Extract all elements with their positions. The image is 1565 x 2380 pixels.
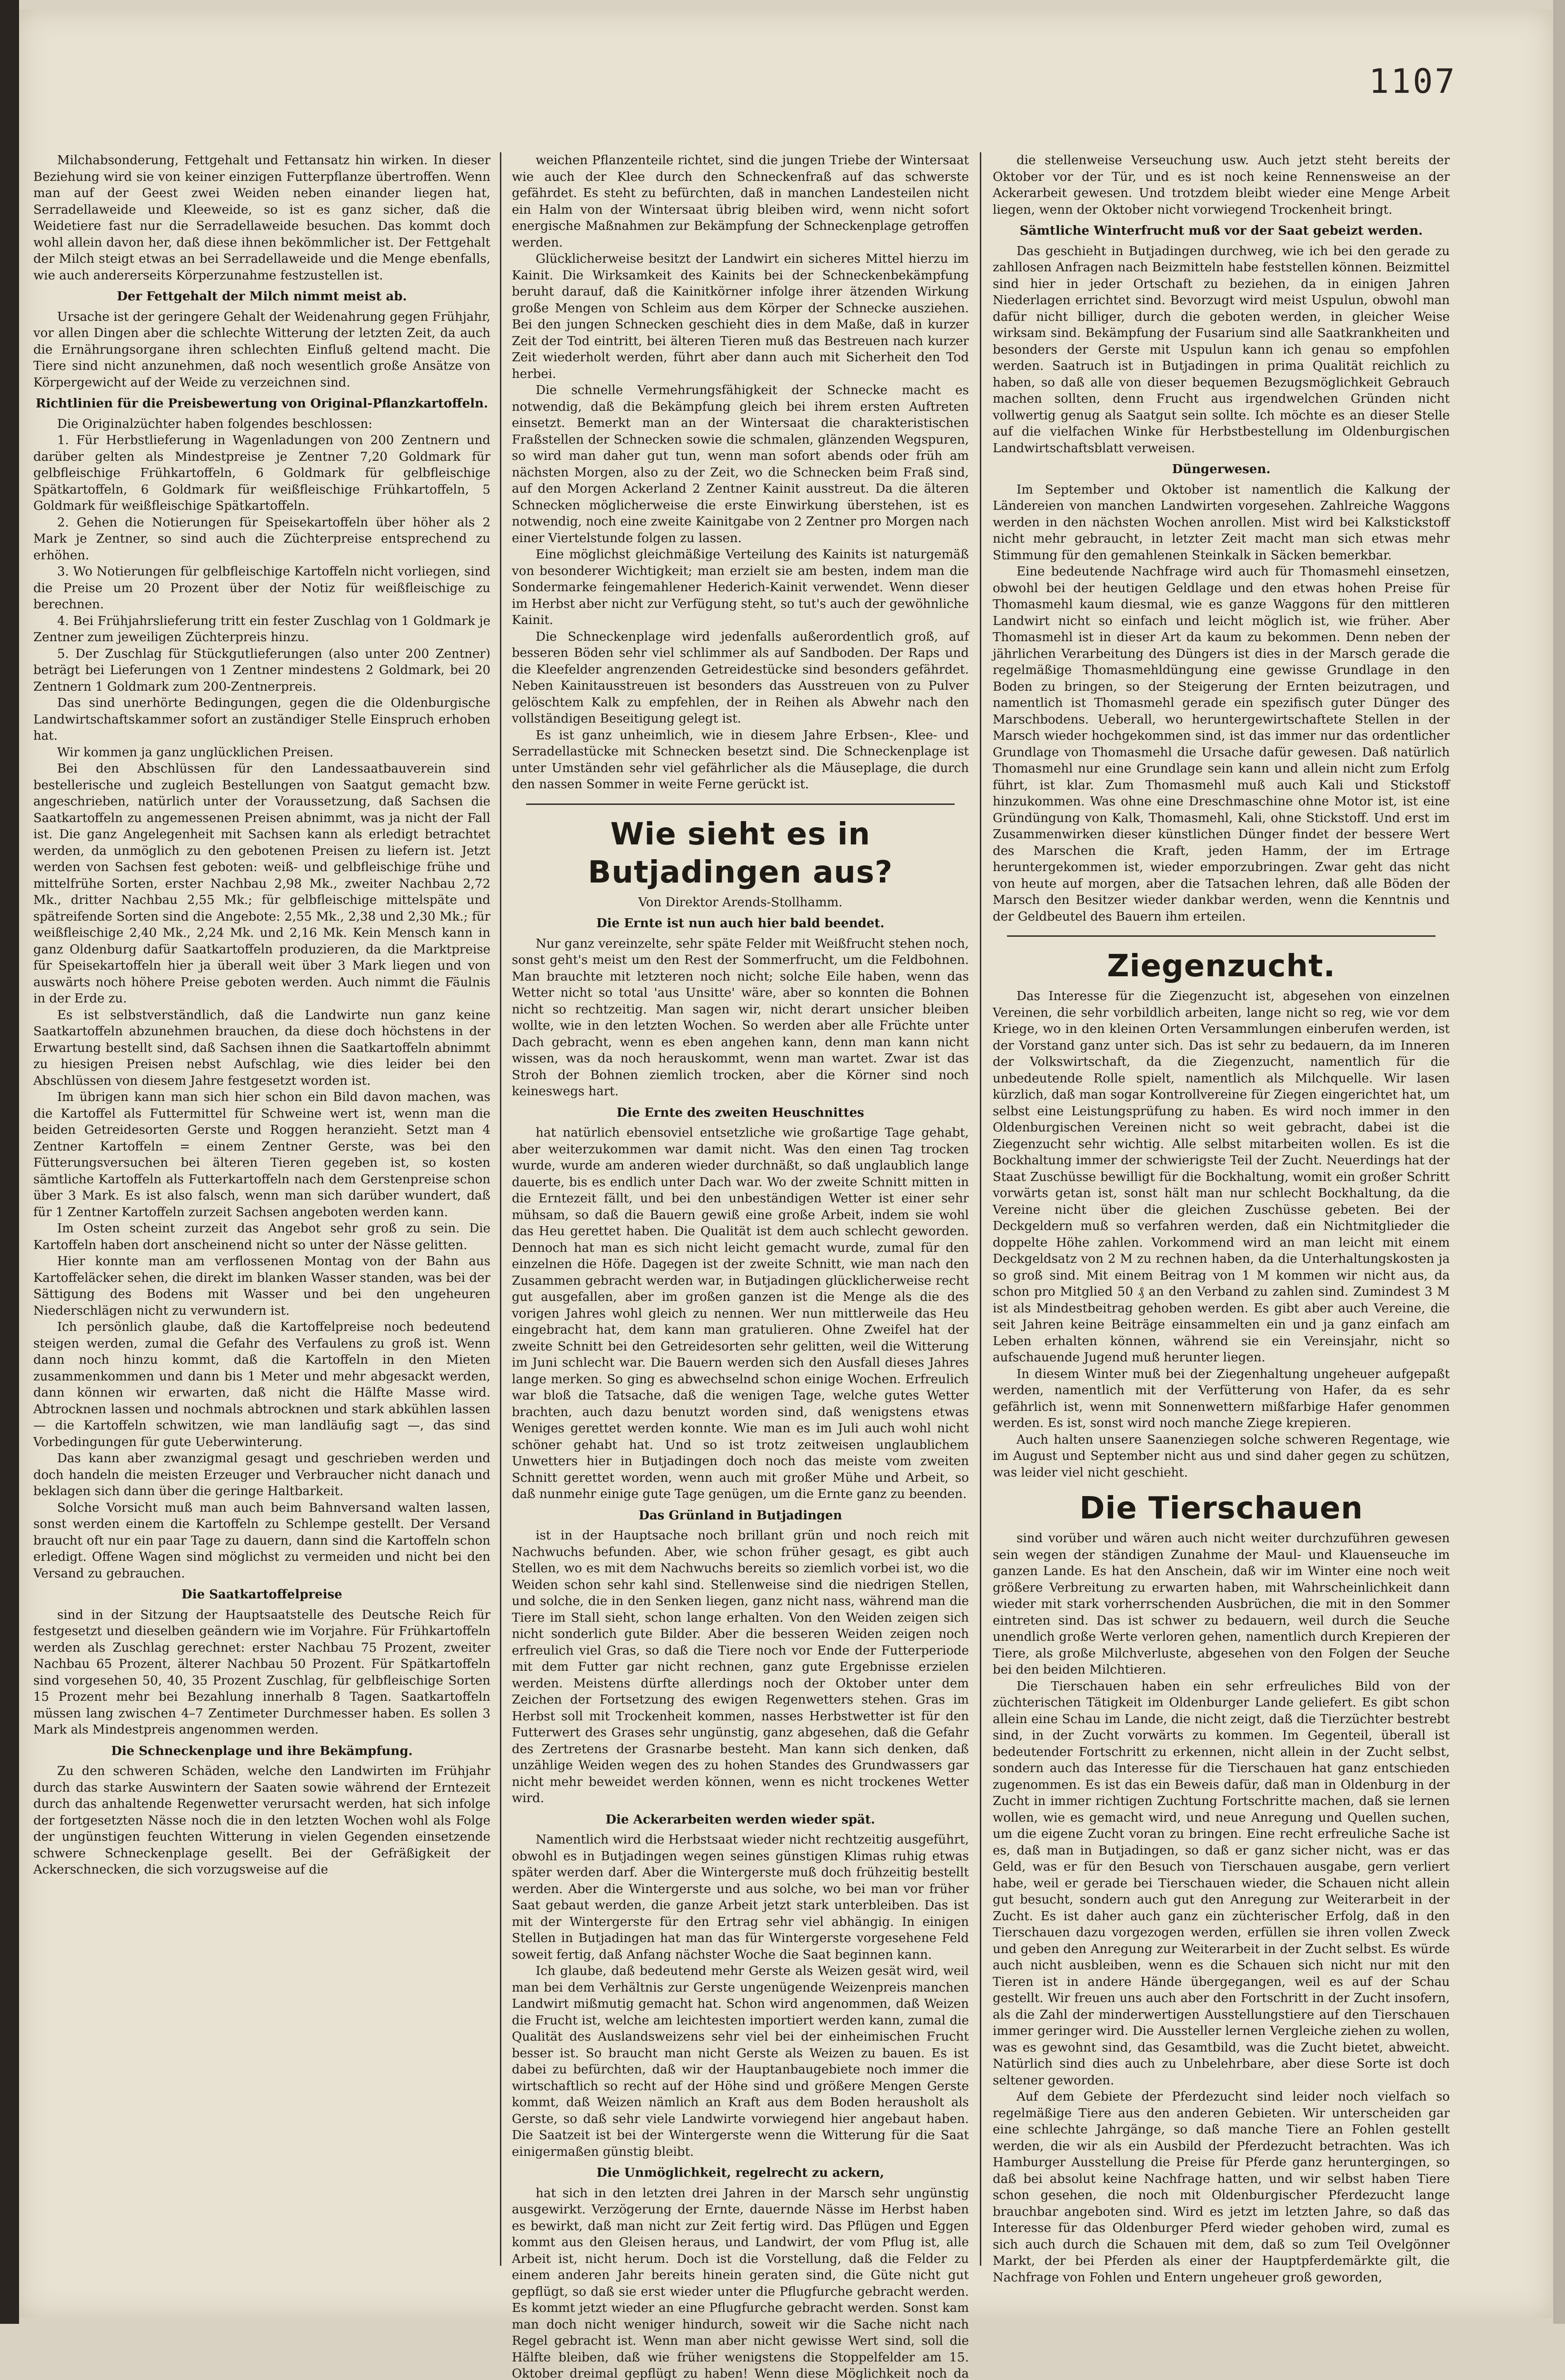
subheading: Sämtliche Winterfrucht muß vor der Saat gebeizt werden. bbox=[993, 223, 1450, 239]
paragraph: 5. Der Zuschlag für Stückgutlieferungen (also unter 200 Zentner) beträgt bei Lieferungen von 1 Zentner mindestens 2 Goldmark, bei 20 Zentnern 1 Goldmark zum 200-Zentnerpreis. bbox=[33, 646, 490, 695]
byline: Von Direktor Arends-Stollhamm. bbox=[512, 894, 969, 911]
paragraph: Zu den schweren Schäden, welche den Landwirten im Frühjahr durch das starke Auswintern der Saaten sowie während der Erntezeit durch das anhaltende Regenwetter verursacht werden, hat sich infolge der fortgesetzten Nässe noch die in den letzten Wochen wohl als Folge der ungünstigen feuchten Witterung in vielen Gegenden einsetzende schwere Schneckenplage gesellt. Bei der Gefräßigkeit der Ackerschnecken, die sich vorzugsweise auf die bbox=[33, 1763, 490, 1878]
paragraph: ist in der Hauptsache noch brillant grün und noch reich mit Nachwuchs befunden. Aber, wie schon früher gesagt, es gibt auch Stellen, wo es mit dem Nachwuchs bereits so ziemlich vorbei ist, wo die Weiden schon sehr kahl sind. Stellenweise sind die niedrigen Stellen, und solche, die in den Senken liegen, ganz nicht nass, während man die Tiere im Stall sieht, schon lange erhalten. Von den Weiden zeigen sich nicht sonderlich gute Bilder. Aber die besseren Weiden zeigen noch erfreulich viel Gras, so daß die Tiere noch vor Ende der Futterperiode mit dem Futter gar nicht rechnen, ganz gute Ergebnisse erzielen werden. Meistens dürfte allerdings noch der Oktober unter dem Zeichen der Fortsetzung des ewigen Regenwetters stehen. Gras im Herbst soll mit Trockenheit kommen, nasses Herbstwetter ist für den Futterwert des Grases sehr ungünstig, ganz abgesehen, daß die Gefahr des Zertretens der Grasnarbe besteht. Man kann sich denken, daß unzählige Weiden wegen des zu hohen Standes des Grundwassers gar nicht mehr beweidet werden können, wenn es nicht trockenes Wetter wird. bbox=[512, 1527, 969, 1807]
paragraph: Namentlich wird die Herbstsaat wieder nicht rechtzeitig ausgeführt, obwohl es in Butjadingen wegen seines günstigen Klimas ruhig etwas später werden darf. Aber die Wintergerste muß doch frühzeitig bestellt werden. Aber die Wintergerste und aus solche, wo bei man vor früher Saat gebaut werden, die ganze Arbeit jetzt stark unterbleiben. Das ist mit der Wintergerste für den Ertrag sehr viel abhängig. In einigen Stellen in Butjadingen hat man das für Wintergerste vorgesehene Feld soweit fertig, daß Anfang nächster Woche die Saat beginnen kann. bbox=[512, 1832, 969, 1963]
paragraph: Im übrigen kann man sich hier schon ein Bild davon machen, was die Kartoffel als Futtermittel für Schweine wert ist, wenn man die beiden Getreidesorten Gerste und Roggen heranzieht. Setzt man 4 Zentner Kartoffeln = einem Zentner Gerste, was bei den Fütterungsversuchen bei älteren Tieren gegeben ist, so kosten sämtliche Kartoffeln als Futterkartoffeln nach dem Gerstenpreise schon über 3 Mark. Es ist also falsch, wenn man sich darüber wundert, daß für 1 Zentner Kartoffeln zurzeit Sachsen angeboten werden kann. bbox=[33, 1089, 490, 1220]
subheading: Die Ernte ist nun auch hier bald beendet. bbox=[512, 915, 969, 932]
column-rule-2 bbox=[980, 152, 981, 2266]
paragraph: 1. Für Herbstlieferung in Wagenladungen von 200 Zentnern und darüber gelten als Mindestpreise je Zentner 7,20 Goldmark für gelbfleischige Frühkartoffeln, 6 Goldmark für gelbfleischige Spätkartoffeln, 6 Goldmark für weißfleischige Frühkartoffeln, 5 Goldmark für weißfleischige Spätkartoffeln. bbox=[33, 432, 490, 515]
paragraph: Das sind unerhörte Bedingungen, gegen die die Oldenburgische Landwirtschaftskammer sofort an zuständiger Stelle Einspruch erhoben hat. bbox=[33, 695, 490, 744]
subheading: Das Grünland in Butjadingen bbox=[512, 1507, 969, 1524]
column-2 bbox=[512, 152, 969, 2266]
paragraph: hat sich in den letzten drei Jahren in der Marsch sehr ungünstig ausgewirkt. Verzögerung der Ernte, dauernde Nässe im Herbst haben es bewirkt, daß man nicht zur Zeit fertig wird. Das Pflügen und Eggen kommt aus den Gleisen heraus, und Landwirt, der vom Pflug ist, alle Arbeit ist, nicht herum. Doch ist die Vorstellung, daß die Felder zu einem anderen Jahr bereits hinein geraten sind, die Güte nicht gut gepflügt, so daß sie erst wieder unter die Pflugfurche gebracht werden. Es kommt jetzt wieder an eine Pflugfurche gebracht werden. Sonst kam man doch nicht weniger hindurch, soweit wir die Sache nicht nach Regel gebracht ist. Wenn man aber nicht gewisse Wert sind, soll die Hälfte bleiben, daß wie früher wenigstens die Stoppelfelder am 15. Oktober dreimal gepflügt zu haben! Wenn diese Möglichkeit noch da bbox=[512, 2185, 969, 2380]
paragraph: Das kann aber zwanzigmal gesagt und geschrieben werden und doch handeln die meisten Erzeuger und Verbraucher nicht danach und beklagen sich dann über die geringe Haltbarkeit. bbox=[33, 1450, 490, 1500]
paragraph: 2. Gehen die Notierungen für Speisekartoffeln über höher als 2 Mark je Zentner, so sind auch die Züchterpreise entsprechend zu erhöhen. bbox=[33, 515, 490, 564]
paragraph: Bei den Abschlüssen für den Landessaatbauverein sind bestellerische und zugleich Bestellungen von Saatgut gemacht bzw. angeschrieben, natürlich unter der Voraussetzung, daß Sachsen die Saatkartoffeln zu angemessenen Preisen abnimmt, was ja nicht der Fall ist. Die ganz Angelegenheit mit Sachsen kann als erledigt betrachtet werden, da unmöglich zu den gebotenen Preisen zu liefern ist. Jetzt werden von Sachsen fest geboten: weiß- und gelbfleischige frühe und mittelfrühe Sorten, erster Nachbau 2,98 Mk., zweiter Nachbau 2,72 Mk., dritter Nachbau 2,55 Mk.; für gelbfleischige mittelspäte und spätreifende Sorten sind die Angebote: 2,55 Mk., 2,38 und 2,30 Mk.; für weißfleischige 2,40 Mk., 2,24 Mk. und 2,16 Mk. Kein Mensch kann in ganz Oldenburg dafür Saatkartoffeln produzieren, da die Marktpreise für Speisekartoffeln hier ja überall weit über 3 Mark liegen und von auswärts noch höhere Preise geboten werden. Auch nimmt die Fäulnis in der Erde zu. bbox=[33, 761, 490, 1007]
subheading: Richtlinien für die Preisbewertung von Original-Pflanzkartoffeln. bbox=[33, 396, 490, 412]
paragraph: Glücklicherweise besitzt der Landwirt ein sicheres Mittel hierzu im Kainit. Die Wirksamkeit des Kainits bei der Schneckenbekämpfung beruht darauf, daß die Kainitkörner infolge ihrer ätzenden Wirkung große Mengen von Schleim aus dem Körper der Schnecke ausziehen. Bei den jungen Schnecken geschieht dies in dem Maße, daß in kurzer Zeit der Tod eintritt, bei älteren Tieren muß das Bestreuen nach kurzer Zeit wiederholt werden, führt aber dann auch mit Sicherheit den Tod herbei. bbox=[512, 251, 969, 382]
paragraph: Ich persönlich glaube, daß die Kartoffelpreise noch bedeutend steigen werden, zumal die Gefahr des Verfaulens zu groß ist. Wenn dann noch hinzu kommt, daß die Kartoffeln in den Mieten zusammenkommen und dann bis 1 Meter und mehr abgesackt werden, dann können wir erwarten, daß nicht die Hälfte Masse wird. Abtrocknen lassen und nochmals abtrocknen und stark abkühlen lassen — die Kartoffeln schwitzen, wie man landläufig sagt —, das sind Vorbedingungen für gute Ueberwinterung. bbox=[33, 1319, 490, 1450]
paragraph: weichen Pflanzenteile richtet, sind die jungen Triebe der Wintersaat wie auch der Klee durch den Schneckenfraß auf das schwerste gefährdet. Es steht zu befürchten, daß in manchen Landesteilen nicht ein Halm von der Wintersaat übrig bleiben wird, wenn nicht sofort energische Maßnahmen zur Bekämpfung der Schneckenplage getroffen werden. bbox=[512, 152, 969, 251]
article-headline: Die Tierschauen bbox=[993, 1489, 1450, 1527]
paragraph: Es ist selbstverständlich, daß die Landwirte nun ganz keine Saatkartoffeln abzunehmen brauchen, da diese doch höchstens in der Erwartung bestellt sind, daß Sachsen ihnen die Saatkartoffeln abnimmt zu hiesigen Preisen nebst Aufschlag, wie dies leider bei den Abschlüssen von diesem Jahre festgesetzt worden ist. bbox=[33, 1007, 490, 1090]
scan-binding-shadow bbox=[0, 0, 19, 2324]
paragraph: Die Schneckenplage wird jedenfalls außerordentlich groß, auf besseren Böden sehr viel schlimmer als auf Sandboden. Der Raps und die Kleefelder angrenzenden Getreidestücke sind besonders gefährdet. Neben Kainitausstreuen ist besonders das Ausstreuen von zu Pulver gelöschtem Kalk zu empfehlen, der in Reihen als Abwehr nach den vollständigen Beseitigung gelegt ist. bbox=[512, 629, 969, 727]
paragraph: Solche Vorsicht muß man auch beim Bahnversand walten lassen, sonst werden einem die Kartoffeln zu Schlempe gestellt. Der Versand braucht oft nur ein paar Tage zu dauern, dann sind die Kartoffeln schon erledigt. Offene Wagen sind möglichst zu vermeiden und nicht bei den Versand zu gebrauchen. bbox=[33, 1500, 490, 1582]
paragraph: Eine möglichst gleichmäßige Verteilung des Kainits ist naturgemäß von besonderer Wichtigkeit; man erzielt sie am besten, indem man die Sondermarke feingemahlener Hederich-Kainit verwendet. Wenn dieser im Herbst aber nicht zur Verfügung steht, so tut's auch der gewöhnliche Kainit. bbox=[512, 546, 969, 629]
paragraph: sind in der Sitzung der Hauptsaatstelle des Deutsche Reich für festgesetzt und dieselben geändern wie im Vorjahre. Für Frühkartoffeln werden als Zuschlag gerechnet: erster Nachbau 75 Prozent, zweiter Nachbau 65 Prozent, älterer Nachbau 50 Prozent. Für Spätkartoffeln sind vorgesehen 50, 40, 35 Prozent Zuschlag, für gelbfleischige Sorten 15 Prozent mehr bei Bezahlung innerhalb 8 Tagen. Saatkartoffeln müssen lang zwischen 4–7 Zentimeter Durchmesser haben. Es sollen 3 Mark als Mindestpreis angenommen werden. bbox=[33, 1607, 490, 1738]
paragraph: Die schnelle Vermehrungsfähigkeit der Schnecke macht es notwendig, daß die Bekämpfung gleich bei ihrem ersten Auftreten einsetzt. Bemerkt man an der Wintersaat die charakteristischen Fraßstellen der Schnecken sowie die schmalen, glänzenden Wegspuren, so wird man daher gut tun, wenn man sofort abends oder früh am nächsten Morgen, also zu der Zeit, wo die Schnecken beim Fraß sind, auf den Morgen Ackerland 2 Zentner Kainit ausstreut. Da die älteren Schnecken möglicherweise die erste Einwirkung überstehen, ist es notwendig, noch eine zweite Kainitgabe von 2 Zentner pro Morgen nach einer Viertelstunde folgen zu lassen. bbox=[512, 382, 969, 546]
subheading: Der Fettgehalt der Milch nimmt meist ab. bbox=[33, 288, 490, 305]
paragraph: Auf dem Gebiete der Pferdezucht sind leider noch vielfach so regelmäßige Tiere aus den anderen Gebieten. Wir unterscheiden gar eine schlechte Jahrgänge, so daß manche Tiere an Fohlen gestellt werden, die wir als ein Ausbild der Pferdezucht betrachten. Was ich Hamburger Ausstellung die Preise für Pferde ganz heruntergingen, so daß bei absolut keine Nachfrage hatten, und wir selbst haben Tiere schon gesehen, die noch mit Oldenburgischer Pferdezucht lange brauchbar angeboten sind. Wird es jetzt im letzten Jahre, so daß das Interesse für das Oldenburger Pferd wieder gehoben wird, zumal es sich auch durch die Schauen mit dem, daß so zum Teil Ovelgönner Markt, der bei Pferden als einer der Hauptpferdemärkte gilt, die Nachfrage von Fohlen und Entern ungeheuer groß geworden, bbox=[993, 2089, 1450, 2286]
paragraph: Wir kommen ja ganz unglücklichen Preisen. bbox=[33, 744, 490, 761]
paragraph: Milchabsonderung, Fettgehalt und Fettansatz hin wirken. In dieser Beziehung wird sie von keiner einzigen Futterpflanze übertroffen. Wenn man auf der Geest zwei Weiden neben einander liegen hat, Serradellaweide und Kleeweide, so ist es ganz sicher, daß die Weidetiere fast nur die Serradellaweide besuchen. Das kommt doch wohl allein davon her, daß diese ihnen bekömmlicher ist. Der Fettgehalt der Milch steigt etwas an bei Serradellaweide und die Menge ebenfalls, wie auch andererseits Körperzunahme festzustellen ist. bbox=[33, 152, 490, 284]
paragraph: Nur ganz vereinzelte, sehr späte Felder mit Weißfrucht stehen noch, sonst geht's meist um den Rest der Sommerfrucht, um die Feldbohnen. Man brauchte mit letzteren noch nicht; solche Eile haben, wenn das Wetter nicht so total 'aus Unsitte' wäre, aber so konnten die Bohnen nicht so rechtzeitig. Man sagen wir, nicht derart unsicher bleiben wollte, wie in den letzten Wochen. So werden aber alle Früchte unter Dach gebracht, wenn es eben angehen kann, denn man kann nicht wissen, was da noch herauskommt, wenn man wartet. Zwar ist das Stroh der Bohnen ziemlich trocken, aber die Körner sind noch keineswegs hart. bbox=[512, 936, 969, 1100]
paragraph: Das Interesse für die Ziegenzucht ist, abgesehen von einzelnen Vereinen, die sehr vorbildlich arbeiten, lange nicht so reg, wie vor dem Kriege, wo in den kleinen Orten Versammlungen einberufen werden, ist der Vorstand ganz unter sich. Das ist sehr zu bedauern, da im Inneren der Volkswirtschaft, da die Ziegenzucht, namentlich für die unbedeutende Rolle spielt, namentlich als Milchquelle. Wir lasen kürzlich, daß man sogar Kontrollvereine für Ziegen eingerichtet hat, um selbst eine Leistungsprüfung zu haben. Es wird noch immer in den Oldenburgischen Vereinen nicht so weit gebracht, dabei ist die Ziegenzucht sehr wichtig. Alle selbst mitarbeiten wollen. Es ist die Bockhaltung immer der schwierigste Teil der Zucht. Neuerdings hat der Staat Zuschüsse bewilligt für die Bockhaltung, womit ein großer Schritt vorwärts getan ist, sonst hält man nur schlecht Bockhaltung, da die Vereine nicht über die gleichen Zuschüsse gebeten. Bei der Deckgeldern muß so verfahren werden, daß ein Nichtmitglieder die doppelte Höhe zahlen. Vorkommend wird an man leicht mit einem Deckgeldsatz von 2 M zu rechnen haben, da die Unterhaltungskosten ja so groß sind. Mit einem Beitrag von 1 M kommen wir nicht aus, da schon pro Mitglied 50 ₰ an den Verband zu zahlen sind. Zumindest 3 M ist als Mindestbeitrag gehoben werden. Es gibt aber auch Vereine, die seit Jahren keine Beiträge einsammelten ein und ja ganz einfach am Leben erhalten können, während sie ein Vereinsjahr, nicht so aufschauende Jugend muß herunter liegen. bbox=[993, 988, 1450, 1366]
paragraph: Im September und Oktober ist namentlich die Kalkung der Ländereien von manchen Landwirten vorgesehen. Zahlreiche Waggons werden in den nächsten Wochen anrollen. Mist wird bei Kalkstickstoff nicht mehr gebraucht, in letzter Zeit macht man sich etwas mehr Stimmung für den gemahlenen Steinkalk in Säcken bemerkbar. bbox=[993, 482, 1450, 564]
paragraph: In diesem Winter muß bei der Ziegenhaltung ungeheuer aufgepaßt werden, namentlich mit der Verfütterung von Hafer, da es sehr gefährlich ist, wenn mit Sonnenwettern mißfarbige Hafer genommen werden. Es ist, sonst wird noch manche Ziege krepieren. bbox=[993, 1366, 1450, 1432]
subheading: Die Ackerarbeiten werden wieder spät. bbox=[512, 1812, 969, 1828]
paragraph: Auch halten unsere Saanenziegen solche schweren Regentage, wie im August und September nicht aus und sind daher gegen zu schützen, was leider viel nicht geschieht. bbox=[993, 1432, 1450, 1481]
article-divider bbox=[1007, 935, 1435, 937]
column-3 bbox=[993, 152, 1450, 2266]
column-1 bbox=[33, 152, 490, 2266]
subheading: Die Saatkartoffelpreise bbox=[33, 1587, 490, 1603]
paragraph: Die Tierschauen haben ein sehr erfreuliches Bild von der züchterischen Tätigkeit im Oldenburger Lande geliefert. Es gibt schon allein eine Schau im Lande, die nicht zeigt, daß die Tierzüchter bestrebt sind, in der Zucht vorwärts zu kommen. Im Gegenteil, überall ist bedeutender Fortschritt zu erkennen, nicht allein in der Zucht selbst, sondern auch das Interesse für die Tierschauen hat ganz entschieden zugenommen. Es ist das ein Beweis dafür, daß man in Oldenburg in der Zucht in immer richtigen Zuchtung Fortschritte machen, daß sie lernen wollen, wie es gemacht wird, und neue Anregung und Quellen suchen, um die eigene Zucht voran zu bringen. Eine recht erfreuliche Sache ist es, daß man in Butjadingen, so daß er ganz sicher nicht, was er das Geld, was er für den Besuch von Tierschauen ausgabe, gern verliert habe, weil er gerade bei Tierschauen wieder, die Schauen nicht allein gut besucht, sondern auch gut den Anregung zur Weiterarbeit in der Zucht. Es ist daher auch ganz ein züchterischer Erfolg, daß in den Tierschauen dazu vorgezogen werden, erfüllen sie ihren vollen Zweck und geben den Anregung zur Weiterarbeit in der Zucht selbst. Es würde auch nicht ausbleiben, wenn es die Schauen sich nicht nur mit den Tieren ist in andere Hände übergegangen, weil es auf der Schau gestellt. Wir freuen uns auch aber den Fortschritt in der Zucht insofern, als die Zahl der minderwertigen Ausstellungstiere auf den Tierschauen immer geringer wird. Die Aussteller lernen Vergleiche ziehen zu wollen, was es gewohnt sind, das Gesamtbild, was die Zucht bietet, abweicht. Natürlich sind dies auch zu Unbelehrbare, aber diese Sorte ist doch seltener geworden. bbox=[993, 1678, 1450, 2089]
subheading: Die Unmöglichkeit, regelrecht zu ackern, bbox=[512, 2165, 969, 2182]
paragraph: Die Originalzüchter haben folgendes beschlossen: bbox=[33, 416, 490, 433]
paragraph: sind vorüber und wären auch nicht weiter durchzuführen gewesen sein wegen der ständigen Zunahme der Maul- und Klauenseuche im ganzen Lande. Es hat den Anschein, daß wir im Winter eine noch weit größere Verbreitung zu erwarten haben, mit Wahrscheinlichkeit dann wieder mit stark vorherrschenden Ausbrüchen, die mit in den Sommer eintreten sind. Das ist schwer zu bedauern, weil durch die Seuche unendlich große Werte verloren gehen, namentlich durch Krepieren der Tiere, als große Milchverluste, abgesehen von den Folgen der Seuche bei den beiden Milchtieren. bbox=[993, 1530, 1450, 1678]
paragraph: Ursache ist der geringere Gehalt der Weidenahrung gegen Frühjahr, vor allen Dingen aber die schlechte Witterung der letzten Zeit, da auch die Ernährungsorgane ihren schlechten Einfluß geltend macht. Die Tiere sind nicht anzunehmen, daß noch wesentlich große Ansätze von Körpergewicht auf der Weide zu verzeichnen sind. bbox=[33, 309, 490, 391]
paragraph: 3. Wo Notierungen für gelbfleischige Kartoffeln nicht vorliegen, sind die Preise um 20 Prozent über der Notiz für weißfleischige zu berechnen. bbox=[33, 564, 490, 613]
paragraph: Im Osten scheint zurzeit das Angebot sehr groß zu sein. Die Kartoffeln haben dort anscheinend nicht so unter der Nässe gelitten. bbox=[33, 1220, 490, 1253]
subheading: Düngerwesen. bbox=[993, 461, 1450, 478]
paragraph: Eine bedeutende Nachfrage wird auch für Thomasmehl einsetzen, obwohl bei der heutigen Geldlage und den etwas hohen Preise für Thomasmehl kaum diesmal, wie es ganze Waggons für den mittleren Landwirt nicht so einfach und leicht möglich ist, wie früher. Aber Thomasmehl ist in dieser Art da kaum zu bekommen. Denn neben der jährlichen Verarbeitung des Düngers ist dies in der Marsch gerade die regelmäßige Thomasmehldüngung eine gewisse Grundlage in den Boden zu bringen, so der Steigerung der Ernten beizutragen, und namentlich ist Thomasmehl gerade ein spezifisch guter Dünger des Marschbodens. Ueberall, wo heruntergewirtschaftete Stellen in der Marsch wieder hochgekommen sind, ist das immer nur das ordentlicher Grundlage von Thomasmehl die Ursache dafür gewesen. Daß natürlich Thomasmehl nur eine Grundlage sein kann und allein nicht zum Erfolg führt, ist klar. Zum Thomasmehl muß auch Kali und Stickstoff hinzukommen. Was ohne eine Dreschmaschine ohne Motor ist, ist eine Gründüngung von Kalk, Thomasmehl, Kali, ohne Stickstoff. Und erst im Zusammenwirken dieser künstlichen Dünger findet der bessere Wert des Marschen die Kraft, jeden Hamm, der im Ertrage heruntergekommen ist, wieder emporzubringen. Zwar geht das nicht von heute auf morgen, aber die Tatsachen lehren, daß alle Böden der Marsch den Besitzer wieder dankbar werden, wenn die Kenntnis und der Geldbeutel des Bauern ihm erteilen. bbox=[993, 564, 1450, 925]
paragraph: 4. Bei Frühjahrslieferung tritt ein fester Zuschlag von 1 Goldmark je Zentner zum jeweiligen Züchterpreis hinzu. bbox=[33, 613, 490, 646]
article-divider bbox=[526, 803, 955, 805]
paragraph: Es ist ganz unheimlich, wie in diesem Jahre Erbsen-, Klee- und Serradellastücke mit Schnecken besetzt sind. Die Schneckenplage ist unter Umständen sehr viel gefährlicher als die Mäuseplage, die durch den nassen Sommer in weite Ferne gerückt ist. bbox=[512, 727, 969, 793]
paragraph: die stellenweise Verseuchung usw. Auch jetzt steht bereits der Oktober vor der Tür, und es ist noch keine Rennensweise an der Ackerarbeit gewesen. Und trotzdem bleibt wieder eine Menge Arbeit liegen, wenn der Oktober nicht vorwiegend Trockenheit bringt. bbox=[993, 152, 1450, 218]
scan-edge bbox=[1553, 0, 1565, 2324]
article-headline: Ziegenzucht. bbox=[993, 947, 1450, 985]
paragraph: Das geschieht in Butjadingen durchweg, wie ich bei den gerade zu zahllosen Anfragen nach Beizmitteln habe feststellen können. Beizmittel sind hier in jeder Ortschaft zu beziehen, da in einigen Jahren Niederlagen errichtet sind. Bevorzugt wird meist Uspulun, obwohl man dafür nicht billiger, durch die geboten werden, in gleicher Weise wirksam sind. Bekämpfung der Fusarium sind alle Saatkrankheiten und besonders der Gerste mit Uspulun kann ich genau so empfohlen werden. Saatruch ist in Butjadingen in prima Qualität reichlich zu haben, so daß alle von dieser bequemen Bezugsmöglichkeit Gebrauch machen sollten, denn Frucht aus irgendwelchen Gründen nicht vollwertig genug als Saatgut sein sollte. Ich möchte es an dieser Stelle auf die vielfachen Winke für Herbstbestellung im Oldenburgischen Landwirtschaftsblatt verweisen. bbox=[993, 243, 1450, 457]
column-rule-1 bbox=[500, 152, 501, 2266]
page-number: 1107 bbox=[1369, 62, 1457, 101]
subheading: Die Ernte des zweiten Heuschnittes bbox=[512, 1105, 969, 1121]
subheading: Die Schneckenplage und ihre Bekämpfung. bbox=[33, 1743, 490, 1760]
paragraph: Hier konnte man am verflossenen Montag von der Bahn aus Kartoffeläcker sehen, die direkt im blanken Wasser standen, was bei der Sättigung des Bodens mit Wasser und bei den ungeheuren Niederschlägen nicht zu verwundern ist. bbox=[33, 1253, 490, 1319]
paragraph: hat natürlich ebensoviel entsetzliche wie großartige Tage gehabt, aber weiterzukommen war damit nicht. Was den einen Tag trocken wurde, wurde am anderen wieder durchnäßt, so daß unglaublich lange dauerte, bis es endlich unter Dach war. Wo der zweite Schnitt mitten in die Erntezeit fällt, und bei den unbeständigen Wetter ist einer sehr mühsam, so daß die Bauern gewiß eine große Arbeit, indem sie wohl das Heu gerettet haben. Die Qualität ist dem auch schlecht geworden. Dennoch hat man es sich nicht leicht gemacht wurde, zumal für den einzelnen die Höfe. Dagegen ist der zweite Schnitt, wie man nach den Zusammen gebracht werden war, in Butjadingen glücklicherweise recht gut ausgefallen, aber im großen ganzen ist die Menge als die des vorigen Jahres wohl gleich zu nennen. Wer nun mittlerweile das Heu eingebracht hat, dem kann man gratulieren. Ohne Zweifel hat der zweite Schnitt bei den Getreidesorten sehr gelitten, weil die Witterung im Juni schlecht war. Die Bauern werden sich den Ausfall dieses Jahres lange merken. So ging es abwechselnd schon einige Wochen. Erfreulich war bloß die Tatsache, daß die wenigen Tage, welche gutes Wetter brachten, auch dazu benutzt worden sind, daß wenigstens etwas Weniges gerettet werden konnte. Wie man es im Juli auch wohl nicht schöner gehabt hat. Und so ist trotz zeitweisen unglaublichem Unwetters hier in Butjadingen doch noch das meiste vom zweiten Schnitt gerettet worden, wenn auch mit großer Mühe und Arbeit, so daß nunmehr einige gute Tage genügen, um die Ernte ganz zu beenden. bbox=[512, 1125, 969, 1503]
article-headline: Wie sieht es in Butjadingen aus? bbox=[512, 815, 969, 892]
paragraph: Ich glaube, daß bedeutend mehr Gerste als Weizen gesät wird, weil man bei dem Verhältnis zur Gerste ungenügende Weizenpreis manchen Landwirt mißmutig gemacht hat. Schon wird angenommen, daß Weizen die Frucht ist, welche am leichtesten importiert werden kann, zumal die Qualität des Auslandsweizens sehr viel bei der einheimischen Frucht besser ist. So braucht man nicht Gerste als Weizen zu bauen. Es ist dabei zu befürchten, daß wir der Hauptanbaugebiete noch immer die wirtschaftlich so recht auf der Höhe sind und größere Mengen Gerste kommt, daß Weizen nämlich an Kraft aus dem Boden herausholt als Gerste, so daß sehr viele Landwirte vorwiegend hier angebaut haben. Die Saatzeit ist bei der Wintergerste wenn die Witterung für die Saat einigermaßen günstig bleibt. bbox=[512, 1963, 969, 2160]
